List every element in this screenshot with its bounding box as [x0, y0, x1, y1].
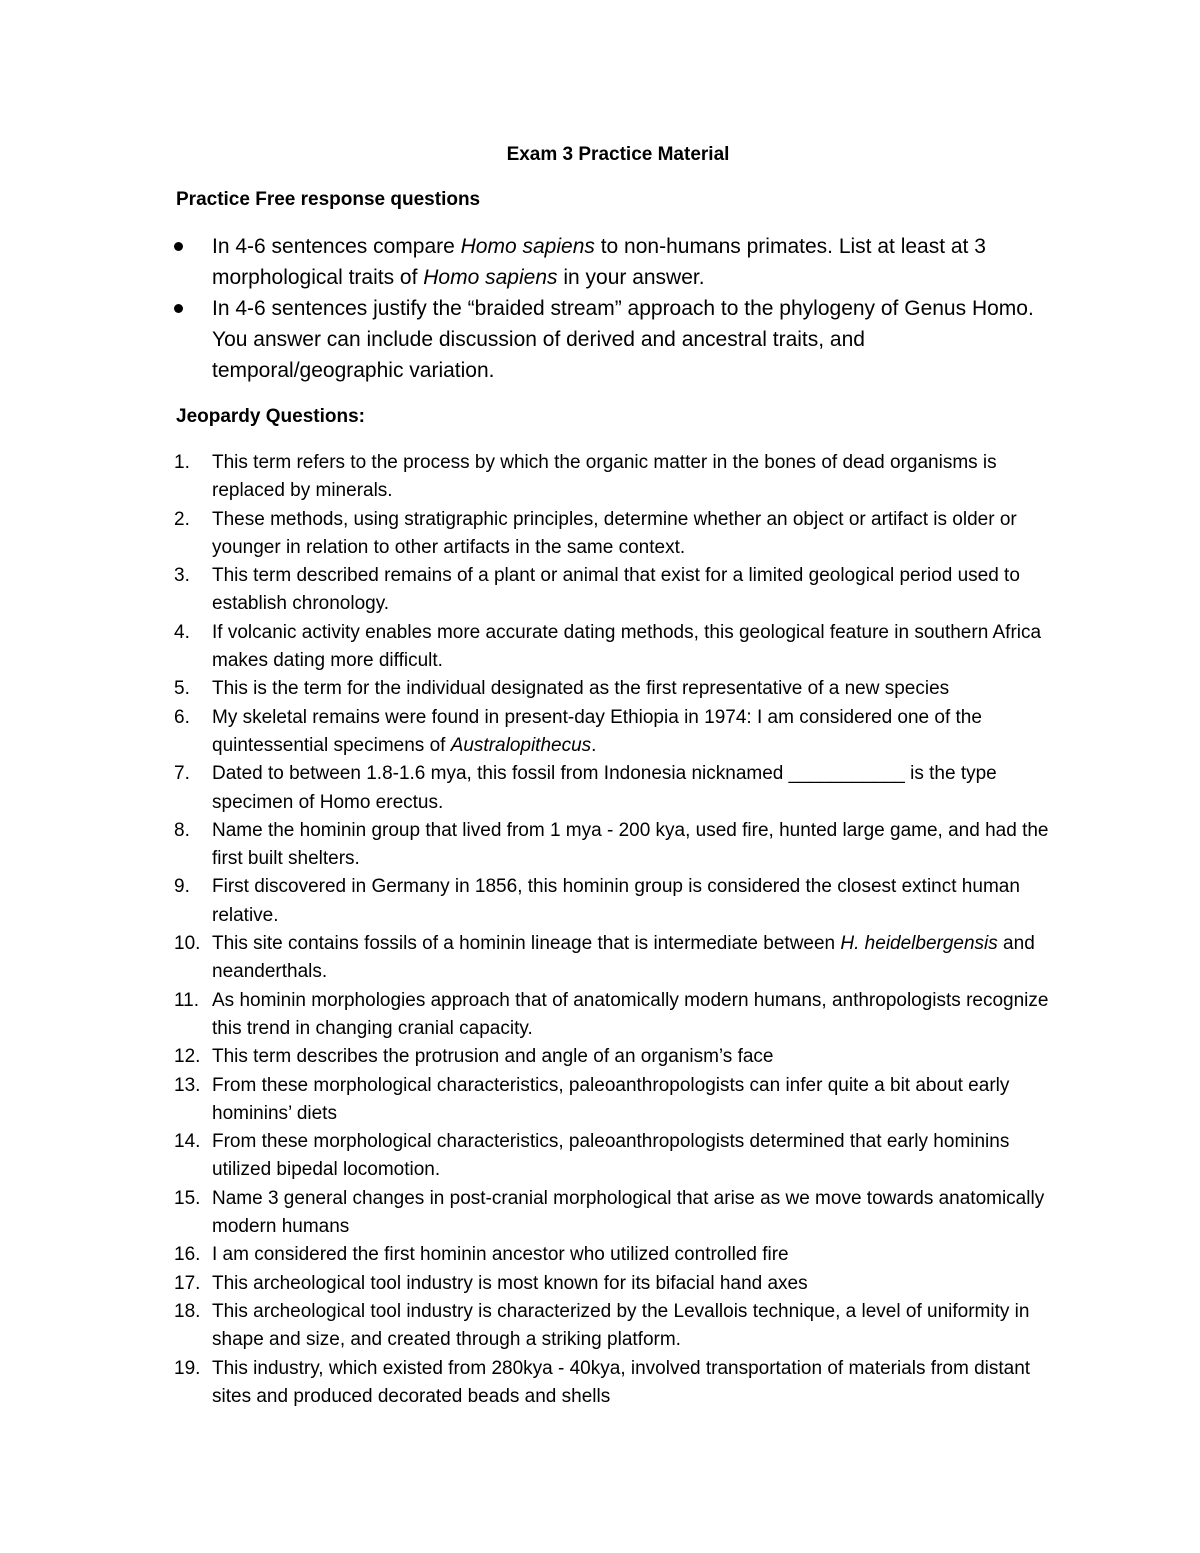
- jeopardy-question: [0, 1128, 1062, 1185]
- jeopardy-question: [0, 1270, 1062, 1298]
- jeopardy-question-list: [0, 449, 1200, 1411]
- text-run: This industry, which existed from 280kya - 40kya, involved transportation of materials from distant sites and produced decorated beads and shells: [212, 1357, 1031, 1407]
- text-run: This term refers to the process by which the organic matter in the bones of dead organisms is replaced by minerals.: [212, 452, 997, 502]
- jeopardy-question: [0, 562, 1062, 619]
- jeopardy-question: [0, 873, 1062, 930]
- jeopardy-question: [0, 1185, 1062, 1242]
- jeopardy-question: [0, 760, 1062, 817]
- text-run: and neanderthals.: [212, 933, 1035, 983]
- text-run: .: [591, 734, 597, 756]
- jeopardy-question: [0, 675, 1062, 703]
- italic-term: Australopithecus: [450, 734, 592, 756]
- bullet-icon: [174, 304, 183, 313]
- text-run: I am considered the first hominin ancestor who utilized controlled fire: [212, 1244, 789, 1266]
- text-run: In 4-6 sentences compare: [212, 235, 461, 258]
- question-number: 12.: [174, 1046, 201, 1068]
- text-run: in your answer.: [557, 266, 705, 289]
- document-title: Exam 3 Practice Material: [506, 144, 730, 165]
- text-run: This is the term for the individual designated as the first representative of a new species: [212, 678, 950, 700]
- text-run: to non-humans primates. List at least at 3 morphological traits of: [212, 235, 986, 289]
- question-number: 5.: [174, 678, 190, 700]
- question-number: 8.: [174, 819, 190, 841]
- text-run: My skeletal remains were found in present-day Ethiopia in 1974: I am considered one of the quintessential specimens of: [212, 706, 982, 756]
- italic-term: Homo sapiens: [423, 266, 558, 289]
- question-number: 10.: [174, 933, 201, 955]
- text-run: This site contains fossils of a hominin lineage that is intermediate between: [212, 933, 841, 955]
- question-number: 11.: [174, 989, 200, 1011]
- text-run: Name the hominin group that lived from 1 mya - 200 kya, used fire, hunted large game, and had the first built shelters.: [212, 819, 1049, 870]
- question-number: 14.: [174, 1131, 201, 1153]
- free-response-question: [0, 293, 1062, 386]
- jeopardy-question: [0, 704, 1062, 761]
- question-number: 15.: [174, 1187, 201, 1209]
- jeopardy-question: [0, 506, 1062, 563]
- jeopardy-question: [0, 930, 1062, 987]
- question-number: 2.: [174, 508, 190, 530]
- question-number: 7.: [174, 763, 190, 785]
- question-number: 13.: [174, 1074, 201, 1096]
- jeopardy-heading: Jeopardy Questions:: [176, 406, 365, 427]
- free-response-list: [0, 231, 1200, 386]
- question-number: 16.: [174, 1244, 201, 1266]
- italic-term: Homo sapiens: [460, 235, 595, 258]
- text-run: In 4-6 sentences justify the “braided stream” approach to the phylogeny of Genus Homo. You answer can include discussion of derived and ancestral traits, and temporal/geographic variation.: [212, 297, 1034, 382]
- free-response-heading: Practice Free response questions: [176, 189, 481, 210]
- free-response-question: [0, 231, 1062, 293]
- question-number: 18.: [174, 1300, 201, 1322]
- jeopardy-question: [0, 1298, 1062, 1355]
- question-number: 4.: [174, 621, 190, 643]
- bullet-icon: [174, 242, 183, 251]
- jeopardy-question: [0, 1072, 1062, 1129]
- text-run: First discovered in Germany in 1856, this hominin group is considered the closest extinct human relative.: [212, 876, 1020, 926]
- text-run: This term describes the protrusion and angle of an organism’s face: [212, 1046, 774, 1068]
- question-number: 19.: [174, 1357, 201, 1379]
- question-number: 17.: [174, 1272, 201, 1294]
- jeopardy-question: [0, 449, 1062, 506]
- jeopardy-question: [0, 817, 1062, 874]
- question-number: 3.: [174, 565, 190, 587]
- text-run: As hominin morphologies approach that of anatomically modern humans, anthropologists recognize this trend in changing cranial capacity.: [212, 989, 1049, 1039]
- question-number: 9.: [174, 876, 190, 898]
- text-run: This archeological tool industry is characterized by the Levallois technique, a level of uniformity in shape and size, and created through a striking platform.: [212, 1300, 1030, 1351]
- text-run: From these morphological characteristics, paleoanthropologists can infer quite a bit about early hominins’ diets: [212, 1074, 1010, 1124]
- text-run: From these morphological characteristics, paleoanthropologists determined that early hominins utilized bipedal locomotion.: [212, 1131, 1010, 1181]
- text-run: Name 3 general changes in post-cranial morphological that arise as we move towards anatomically modern humans: [212, 1187, 1045, 1238]
- question-number: 6.: [174, 706, 190, 728]
- question-number: 1.: [174, 452, 190, 473]
- jeopardy-question: [0, 1355, 1062, 1412]
- jeopardy-question: [0, 987, 1062, 1044]
- text-run: This term described remains of a plant or animal that exist for a limited geological period used to establish chronology.: [212, 565, 1020, 615]
- jeopardy-question: [0, 1241, 1062, 1269]
- jeopardy-question: [0, 1043, 1062, 1071]
- jeopardy-question: [0, 619, 1062, 676]
- italic-term: H. heidelbergensis: [840, 933, 998, 955]
- text-run: If volcanic activity enables more accurate dating methods, this geological feature in southern Africa makes dating more difficult.: [212, 621, 1042, 672]
- text-run: Dated to between 1.8-1.6 mya, this fossil from Indonesia nicknamed ___________ is the type specimen of Homo erectus.: [212, 763, 997, 813]
- text-run: This archeological tool industry is most known for its bifacial hand axes: [212, 1272, 808, 1294]
- text-run: These methods, using stratigraphic principles, determine whether an object or artifact is older or younger in relation to other artifacts in the same context.: [212, 508, 1017, 558]
